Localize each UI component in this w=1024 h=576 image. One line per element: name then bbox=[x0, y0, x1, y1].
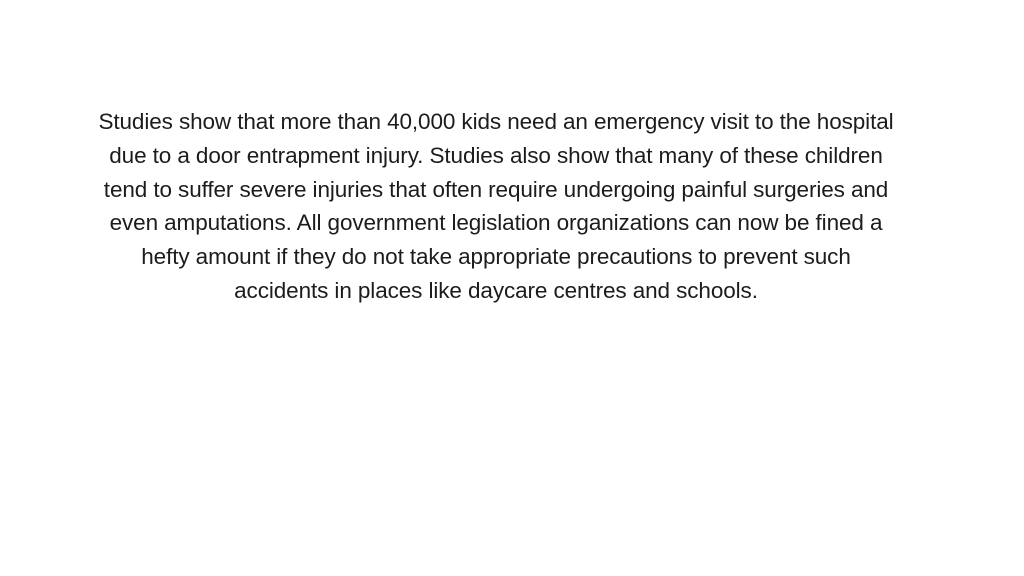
body-line-1: Studies show that more than 40,000 kids need an emergency visit to the hospital bbox=[98, 109, 894, 134]
body-line-6: accidents in places like daycare centres and schools. bbox=[234, 277, 758, 303]
body-paragraph bbox=[40, 105, 952, 308]
body-line-4: even amputations. All government legislation organizations can now be fined a bbox=[109, 210, 883, 236]
body-line-2: due to a door entrapment injury. Studies also show that many of these children bbox=[109, 142, 883, 168]
body-line-5: hefty amount if they do not take appropriate precautions to prevent such bbox=[141, 244, 851, 270]
body-line-3: tend to suffer severe injuries that often require undergoing painful surgeries and bbox=[103, 176, 889, 202]
